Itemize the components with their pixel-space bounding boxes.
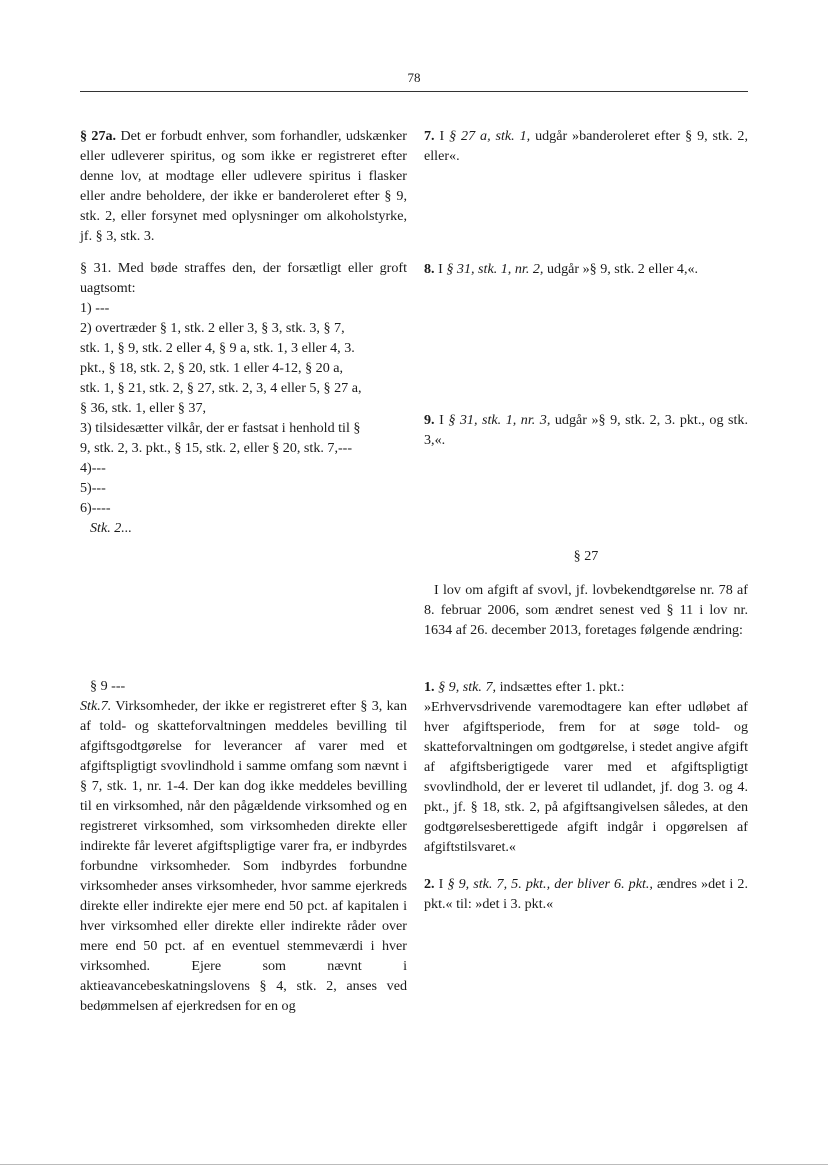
- item-reference: § 31, stk. 1, nr. 3,: [448, 412, 551, 428]
- section-31-line: 3) tilsidesætter vilkår, der er fastsat i henhold til §: [80, 420, 361, 436]
- item-reference: § 9, stk. 7, 5. pkt., der bliver 6. pkt.,: [447, 876, 653, 892]
- section-31: [80, 258, 407, 538]
- item-number: 7.: [424, 128, 435, 144]
- amendment-item-1: [424, 677, 748, 857]
- item-number: 8.: [424, 261, 435, 277]
- item-prefix: I: [439, 412, 444, 428]
- section-27a: [80, 126, 407, 246]
- section-27-intro: I lov om afgift af svovl, jf. lovbekendtgørelse nr. 78 af 8. februar 2006, som ændret senest ved § 11 i lov nr. 1634 af 26. december 2013, foretages følgende ændring:: [424, 582, 748, 638]
- bottom-edge-line: [0, 1164, 828, 1165]
- page-number: 78: [407, 70, 421, 85]
- section-31-line: stk. 1, § 21, stk. 2, § 27, stk. 2, 3, 4 eller 5, § 27 a,: [80, 380, 362, 396]
- section-31-line: 2) overtræder § 1, stk. 2 eller 3, § 3, stk. 3, § 7,: [80, 320, 345, 336]
- section-9-stk7: [80, 696, 407, 1016]
- section-31-line: 9, stk. 2, 3. pkt., § 15, stk. 2, eller § 20, stk. 7,---: [80, 440, 353, 456]
- section-9-heading: § 9 ---: [90, 678, 126, 694]
- item-1-line: [424, 677, 748, 697]
- item-number: 9.: [424, 412, 435, 428]
- amendment-item-2: [424, 874, 748, 914]
- section-31-line: 5)---: [80, 480, 106, 496]
- amendment-item-9: [424, 410, 748, 450]
- section-27a-text: Det er forbudt enhver, som forhandler, udskænker eller udleverer spiritus, og som ikke er registreret efter denne lov, at modtage eller udlevere spiritus i flasker eller andre beholdere, der ikke er banderoleret efter § 9, stk. 2, eller forsynet med oplysninger om alkoholstyrke, jf. § 3, stk. 3.: [80, 128, 408, 244]
- amendment-item-7: [424, 126, 748, 166]
- item-text: udgår »§ 9, stk. 2 eller 4,«.: [546, 261, 699, 277]
- item-text: indsættes efter 1. pkt.:: [499, 679, 625, 695]
- section-31-line: § 36, stk. 1, eller § 37,: [80, 400, 207, 416]
- section-27a-label: § 27a.: [80, 128, 117, 144]
- section-31-intro: § 31. Med bøde straffes den, der forsætligt eller groft uagtsomt:: [80, 260, 407, 296]
- item-prefix: I: [438, 876, 444, 892]
- section-9-stk-label: Stk.7.: [80, 698, 112, 714]
- item-text: udgår »§ 9, stk. 2, 3. pkt., og stk. 3,«.: [424, 412, 748, 448]
- item-prefix: I: [439, 128, 445, 144]
- amendment-item-8: [424, 259, 748, 279]
- item-1-quote: »Erhvervsdrivende varemodtagere kan efter udløbet af hver afgiftsperiode, frem for at søge told- og skatteforvaltningen om godtgørelse, i stedet angive afgift af afgiftsberigtigede varer med et afgiftspligtigt svovlindhold, der er leveret til udlandet, jf. dog 3. og 4. pkt., jf. § 18, stk. 2, på afgiftsangivelsen således, at den godtgørelsesberettigede afgift indgår i opgørelsen af afgiftstilsvaret.«: [424, 699, 748, 855]
- section-31-stk2: Stk. 2...: [90, 520, 132, 536]
- item-number: 1.: [424, 679, 435, 695]
- header-rule: [80, 91, 748, 92]
- item-reference: § 27 a, stk. 1,: [449, 128, 531, 144]
- item-reference: § 31, stk. 1, nr. 2,: [446, 261, 544, 277]
- section-31-line: 4)---: [80, 460, 106, 476]
- item-reference: § 9, stk. 7,: [438, 679, 497, 695]
- item-text: ændres »det i 2. pkt.« til: »det i 3. pkt.«: [424, 876, 748, 912]
- item-number: 2.: [424, 876, 435, 892]
- section-9-text: Virksomheder, der ikke er registreret efter § 3, kan af told- og skatteforvaltningen meddeles bevilling til afgiftsgodtgørelse for leverancer af varer med et afgiftspligtigt svovlindhold i samme omfang som nævnt i § 7, stk. 1, nr. 1-4. Der kan dog ikke meddeles bevilling til en virksomhed, når den pågældende virksomhed og en registreret virksomhed, som virksomheden direkte eller indirekte får leveret afgiftspligtige varer fra, er indbyrdes forbundne virksomheder. Som indbyrdes forbundne virksomheder anses virksomheder, hvor samme ejerkreds direkte eller indirekte ejer mere end 50 pct. af kapitalen i hver virksomhed eller direkte eller indirekte råder over mere end 50 pct. af en eventuel stemmeværdi i hver virksomhed. Ejere som nævnt i aktieavancebeskatningslovens § 4, stk. 2, anses ved bedømmelsen af ejerkredsen for en og: [80, 698, 407, 1014]
- item-prefix: I: [438, 261, 443, 277]
- section-9: [80, 676, 407, 1016]
- section-27-heading: § 27: [573, 548, 599, 564]
- item-text: udgår »banderoleret efter § 9, stk. 2, eller«.: [424, 128, 748, 164]
- section-31-line: 6)----: [80, 500, 111, 516]
- section-31-line: pkt., § 18, stk. 2, § 20, stk. 1 eller 4-12, § 20 a,: [80, 360, 344, 376]
- section-31-line: 1) ---: [80, 300, 110, 316]
- section-31-line: stk. 1, § 9, stk. 2 eller 4, § 9 a, stk. 1, 3 eller 4, 3.: [80, 340, 355, 356]
